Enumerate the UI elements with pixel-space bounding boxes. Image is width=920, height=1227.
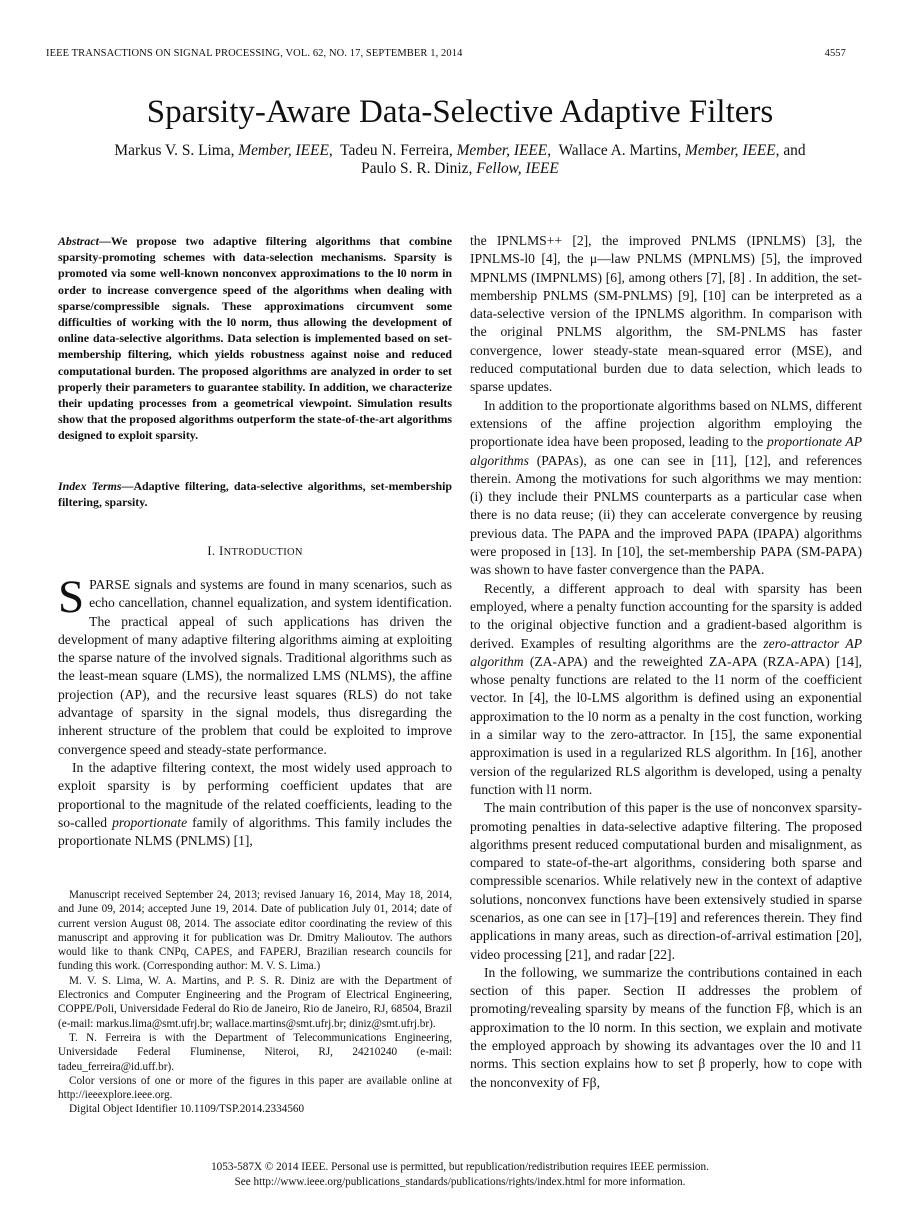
index-terms-text: —Adaptive filtering, data-selective algorithms, set-membership filtering, sparsity. xyxy=(58,479,452,510)
author-name: Paulo S. R. Diniz xyxy=(361,160,469,177)
running-header xyxy=(46,48,846,59)
copyright-footer xyxy=(0,1160,920,1190)
author-name: Wallace A. Martins xyxy=(558,142,678,159)
section-heading xyxy=(58,543,452,559)
author-role: Member, IEEE xyxy=(456,142,548,159)
intro-paragraph xyxy=(58,759,452,850)
body-emphasis: proportionate AP algorithms xyxy=(470,434,862,468)
index-terms xyxy=(58,478,452,510)
abstract-label: Abstract xyxy=(58,234,99,248)
intro-p1-text: PARSE signals and systems are found in many scenarios, such as echo cancellation, channel equalization, and system identification. The practical appeal of such applications has driven the development of many adaptive filtering algorithms aiming at exploiting the sparse nature of the involved signals. Traditional algorithms such as the least-mean square (LMS), the normalized LMS (NLMS), the affine projection (AP), and the recursive least squares (RLS) do not take advantage of sparsity in the signal models, thus disregarding the inherent structure of the problem that could be exploited to improve convergence speed and steady-state performance. xyxy=(58,577,452,757)
section-title-cap: I xyxy=(218,543,224,558)
body-emphasis: zero-attractor AP algorithm xyxy=(470,635,863,669)
journal-citation: IEEE TRANSACTIONS ON SIGNAL PROCESSING, VOL. 62, NO. 17, SEPTEMBER 1, 2014 xyxy=(46,48,463,59)
body-text: Recently, a different approach to deal with sparsity has been employed, where a penalty function accounting for the sparsity is added to the original objective function and a gradient-based algorithm is derived. Examples of resulting algorithms are the xyxy=(470,580,862,651)
section-title-rest: NTRODUCTION xyxy=(223,547,303,558)
intro-p2-text-end: family of algorithms. This family includes the proportionate NLMS (PNLMS) [1], xyxy=(58,814,452,849)
right-column-body xyxy=(470,232,862,1092)
body-paragraph: The main contribution of this paper is the use of nonconvex sparsity-promoting penalties in data-selective adaptive filtering. The proposed algorithms present reduced computational burden and misalignment, as compared to state-of-the-art algorithms, considering both sparse and compressible scenarios. While relatively new in the context of adaptive solutions, nonconvex functions have been extensively studied in sparse scenarios, as one can see in [17]–[19] and references therein. They find applications in many areas, such as direction-of-arrival estimation [20], video processing [21], and radar [22]. xyxy=(470,800,862,962)
copyright-line: 1053-587X © 2014 IEEE. Personal use is permitted, but republication/redistribution requires IEEE permission. xyxy=(211,1161,709,1173)
abstract xyxy=(58,233,452,444)
abstract-text: —We propose two adaptive filtering algorithms that combine sparsity-promoting schemes with data-selection mechanisms. Sparsity is promoted via some well-known nonconvex approximations to the l0 norm in order to increase convergence speed of the algorithms when dealing with sparse/compressible signals. These approximations circumvent some difficulties of working with the l0 norm, thus allowing the development of online data-selective algorithms. Data selection is implemented based on set-membership filtering, which yields robustness against noise and reduced computational burden. The proposed algorithms are analyzed in order to set properly their parameters to guarantee stability. In addition, we characterize their updating processes from a geometrical viewpoint. Simulation results show that the proposed algorithms outperform the state-of-the-art algorithms designed to exploit sparsity. xyxy=(58,234,452,443)
intro-p2-emphasis: proportionate xyxy=(112,814,188,830)
paper-title: Sparsity-Aware Data-Selective Adaptive Filters xyxy=(146,94,774,130)
footnote-doi: Digital Object Identifier 10.1109/TSP.2014.2334560 xyxy=(69,1103,305,1116)
introduction-body xyxy=(58,571,452,850)
author-name: Markus V. S. Lima xyxy=(114,142,231,159)
intro-p2-text: In the adaptive filtering context, the most widely used approach to exploit sparsity is by performing coefficient updates that are proportional to the magnitude of the related coefficients, leading to the so-called xyxy=(58,759,452,830)
index-terms-label: Index Terms xyxy=(58,479,122,493)
drop-cap: S xyxy=(58,571,85,623)
body-paragraph: In the following, we summarize the contributions contained in each section of this paper. Section II addresses the problem of promoting/revealing sparsity by means of the function Fβ, which is an approximation to the l0 norm. In this section, we explain and motivate the employed approach by showing its advantages over the l0 and l1 norms. This section explains how to set β properly, how to cope with the nonconvexity of Fβ, xyxy=(470,964,862,1090)
footnotes xyxy=(58,888,452,1117)
author-role: Member, IEEE xyxy=(238,142,329,159)
footnote-affiliation-uff: T. N. Ferreira is with the Department of Telecommunications Engineering, Universidade Federal Fluminense, Niteroi, RJ, 24210240 (e-mail: tadeu_ferreira@id.uff.br). xyxy=(58,1031,452,1073)
body-text: (ZA-APA) and the reweighted ZA-APA (RZA-APA) [14], whose penalty functions are related to the l1 norm of the coefficient vector. In [4], the l0-LMS algorithm is defined using an exponential approximation to the l0 norm as a penalty in the cost function, working in a similar way to the zero-attractor. In [15], the same exponential approximation is used in a regularized RLS algorithm. In [16], another version of the regularized RLS algorithm is developed, using a penalty function with l1 norm. xyxy=(470,653,862,797)
author-role: Member, IEEE xyxy=(685,142,776,159)
page-number: 4557 xyxy=(824,48,846,59)
author-list: Markus V. S. Lima, Member, IEEE, Tadeu N. Ferreira, Member, IEEE, Wallace A. Martins, Member, IEEE, and Paulo S. R. Diniz, Fellow, IEEE xyxy=(114,142,806,177)
footnote-affiliation-ufrj: M. V. S. Lima, W. A. Martins, and P. S. R. Diniz are with the Department of Electronics and Computer Engineering and the Program of Electrical Engineering, COPPE/Poli, Universidade Federal do Rio de Janeiro, Rio de Janeiro, RJ, 68504, Brazil (e-mail: markus.lima@smt.ufrj.br; wallace.martins@smt.ufrj.br; diniz@smt.ufrj.br). xyxy=(58,974,452,1030)
section-number: I. xyxy=(207,543,216,558)
body-paragraph xyxy=(470,580,862,800)
body-text: In addition to the proportionate algorithms based on NLMS, different extensions of the affine projection algorithm employing the proportionate idea have been proposed, leading to the xyxy=(470,397,862,450)
footnote-color-versions: Color versions of one or more of the figures in this paper are available online at http://ieeexplore.ieee.org. xyxy=(58,1074,452,1102)
body-paragraph: the IPNLMS++ [2], the improved PNLMS (IPNLMS) [3], the IPNLMS-l0 [4], the μ—law PNLMS (MPNLMS) [5], the improved MPNLMS (IMPNLMS) [6], among others [7], [8] . In addition, the set-membership PNLMS (SM-PNLMS) [9], [10] can be interpreted as a data-selective version of the IPNLMS algorithm. In comparison with the original PNLMS algorithm, the SM-PNLMS has faster convergence, lower steady-state mean-squared error (MSE), and reduced computational burden due to data selection, which leads to sparse updates. xyxy=(470,233,862,395)
rights-url-line: See http://www.ieee.org/publications_standards/publications/rights/index.html for more information. xyxy=(234,1176,686,1188)
author-name: Tadeu N. Ferreira xyxy=(340,142,449,159)
author-role: Fellow, IEEE xyxy=(476,160,559,177)
intro-paragraph xyxy=(58,571,452,759)
footnote-manuscript: Manuscript received September 24, 2013; revised January 16, 2014, May 18, 2014, and June 09, 2014; accepted June 19, 2014. Date of publication July 01, 2014; date of current version August 08, 2014. The associate editor coordinating the review of this manuscript and approving it for publication was Dr. Dmitry Malioutov. The authors would like to thank CNPq, CAPES, and FAPERJ, Brazilian research councils for funding this work. (Corresponding author: M. V. S. Lima.) xyxy=(58,889,452,973)
body-text: (PAPAs), as one can see in [11], [12], and references therein. Among the motivations for such algorithms we may mention: (i) they include their PNLMS counterparts as a particular case when there is no data reuse; (ii) they can accelerate convergence by reusing previous data. The PAPA and the improved PAPA (IPAPA) algorithms were proposed in [13]. In [10], the set-membership PAPA (SM-PAPA) was shown to have faster convergence than the PAPA. xyxy=(470,452,862,578)
body-paragraph xyxy=(470,397,862,580)
